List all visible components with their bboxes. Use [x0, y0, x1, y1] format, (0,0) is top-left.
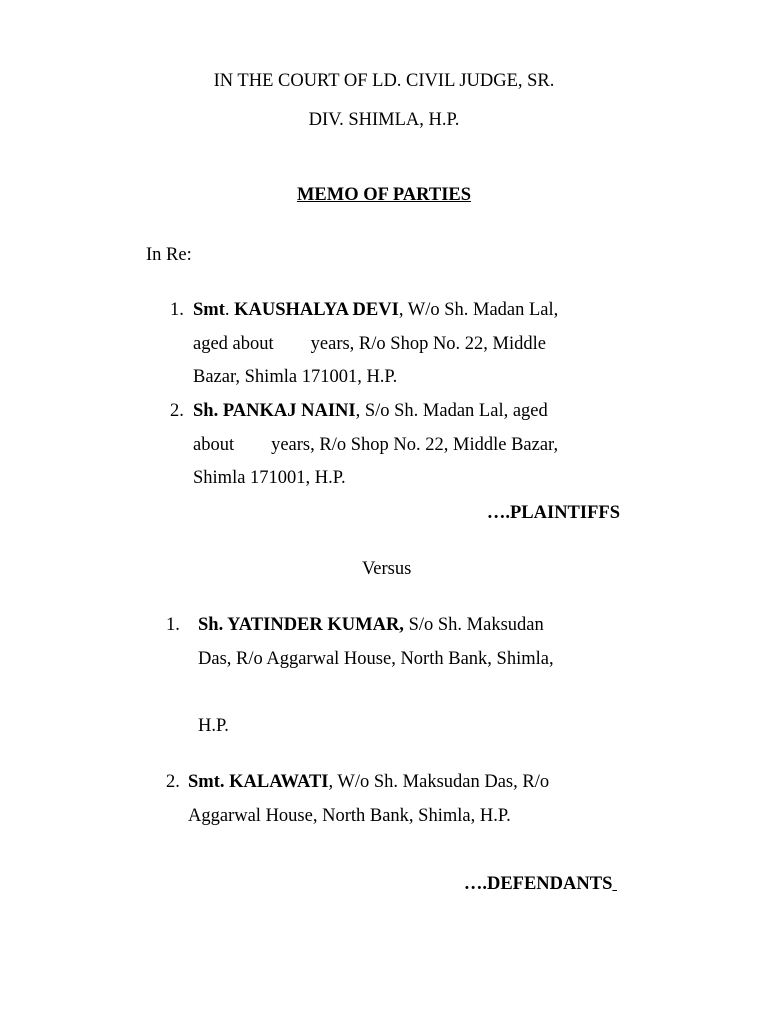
plaintiff-1-line3: Bazar, Shimla 171001, H.P.	[193, 367, 398, 387]
defendant-2-line2: Aggarwal House, North Bank, Shimla, H.P.	[188, 806, 511, 826]
defendant-2-number: 2.	[166, 772, 180, 792]
versus-label: Versus	[362, 559, 412, 579]
plaintiff-1-number: 1.	[170, 300, 184, 320]
defendant-2-line1-rest: , W/o Sh. Maksudan Das, R/o	[328, 772, 550, 792]
plaintiff-1-name: KAUSHALYA DEVI	[234, 300, 399, 320]
page-title	[0, 184, 768, 206]
plaintiff-2-line3: Shimla 171001, H.P.	[193, 468, 346, 488]
defendants-label-trail	[612, 874, 617, 894]
defendant-1-line2: Das, R/o Aggarwal House, North Bank, Shimla,	[198, 649, 554, 669]
defendant-2-name: Smt. KALAWATI	[188, 772, 329, 792]
plaintiff-2-line1-rest: , S/o Sh. Madan Lal, aged	[355, 401, 548, 421]
plaintiff-2-name: Sh. PANKAJ NAINI	[193, 401, 356, 421]
plaintiff-1-line1-rest: , W/o Sh. Madan Lal,	[398, 300, 559, 320]
plaintiff-1-prefix-dot: .	[224, 300, 230, 320]
plaintiff-1-prefix: Smt	[193, 300, 225, 320]
defendant-1-name: Sh. YATINDER KUMAR,	[198, 615, 404, 635]
court-heading-line2: DIV. SHIMLA, H.P.	[308, 110, 460, 130]
defendants-label-text: ….DEFENDANTS	[463, 874, 613, 894]
plaintiff-1-line1	[193, 299, 558, 321]
court-heading-line1: IN THE COURT OF LD. CIVIL JUDGE, SR.	[213, 71, 555, 91]
defendant-1-line1-rest: S/o Sh. Maksudan	[403, 615, 544, 635]
plaintiff-1-line2: aged about years, R/o Shop No. 22, Middle	[193, 334, 546, 354]
defendant-1-number: 1.	[166, 615, 180, 635]
page-title-text: MEMO OF PARTIES	[296, 185, 472, 205]
defendant-1-line3: H.P.	[198, 716, 229, 736]
defendant-1-line1	[198, 614, 544, 636]
plaintiff-2-line2: about years, R/o Shop No. 22, Middle Bazar,	[193, 435, 559, 455]
defendant-2-line1	[188, 771, 549, 793]
plaintiff-2-line1	[193, 400, 548, 422]
defendants-label	[300, 873, 617, 895]
in-re-label: In Re:	[146, 245, 192, 265]
plaintiff-2-number: 2.	[170, 401, 184, 421]
plaintiffs-label: ….PLAINTIFFS	[486, 503, 620, 523]
